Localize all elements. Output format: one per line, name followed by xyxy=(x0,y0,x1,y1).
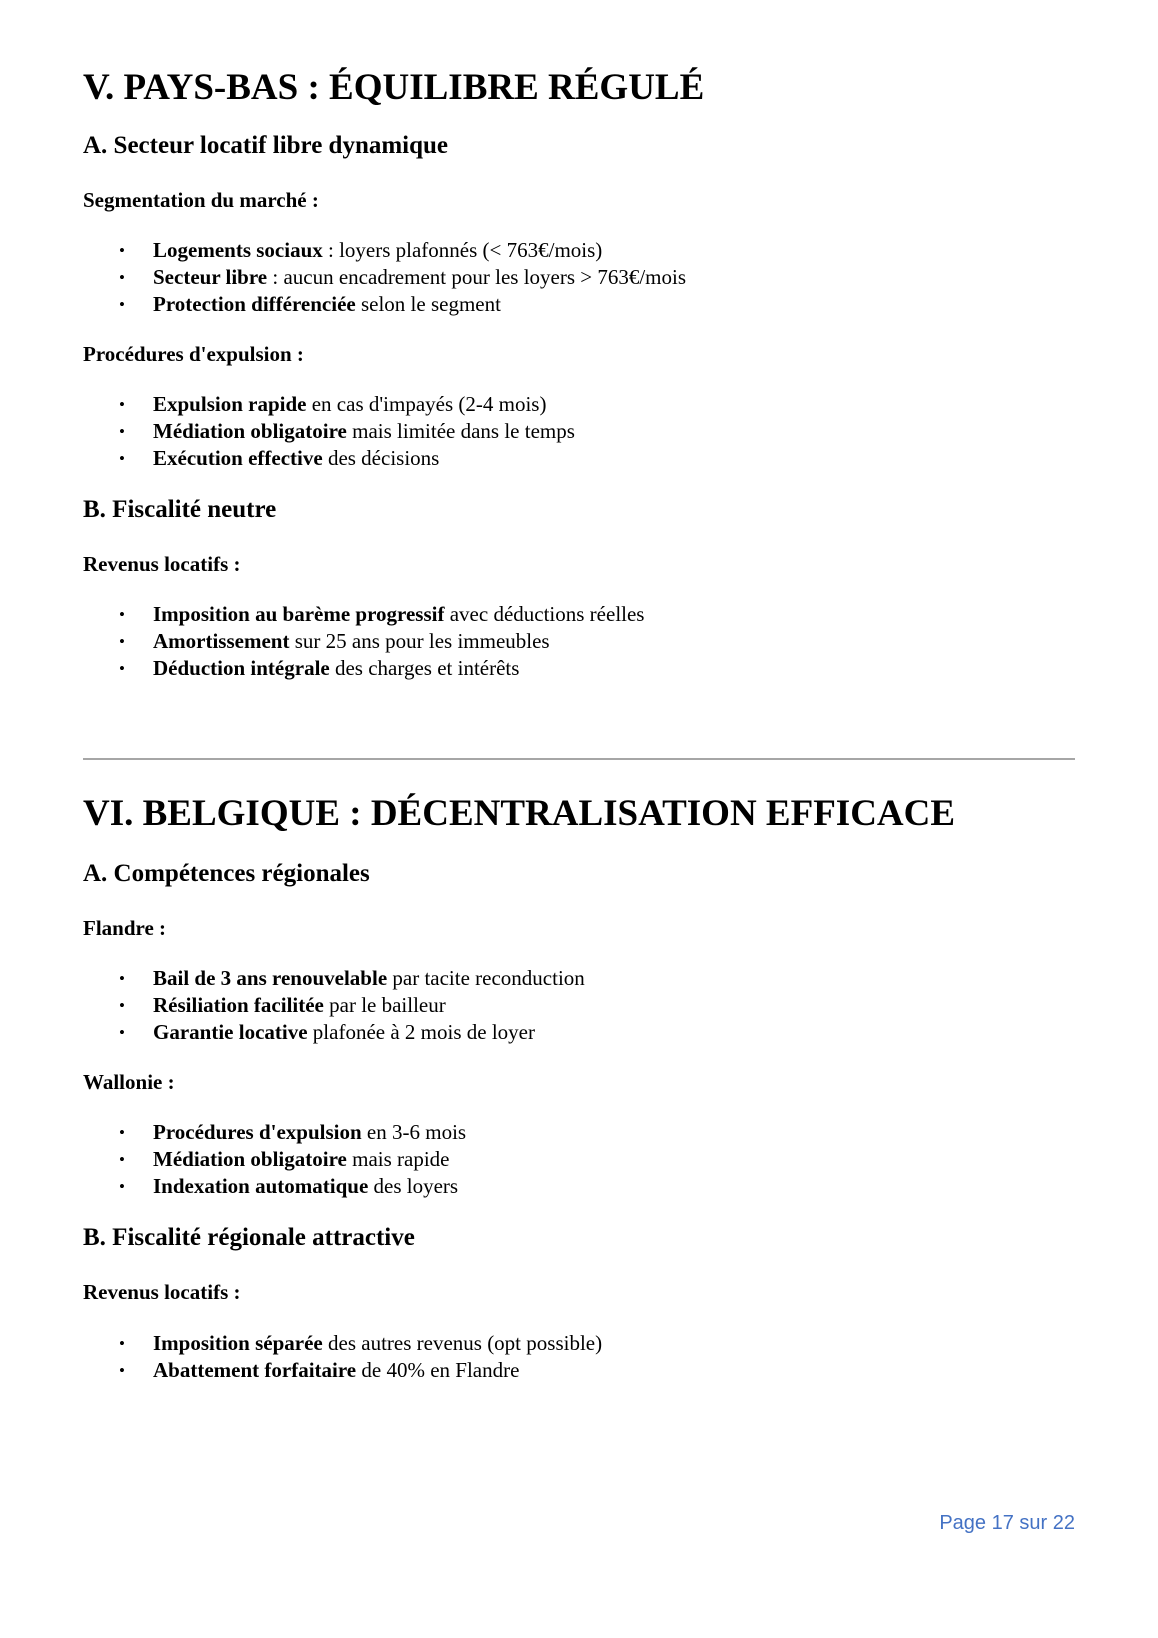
list-segmentation xyxy=(83,237,1075,318)
list-wallonie xyxy=(83,1119,1075,1200)
bullet-icon: • xyxy=(119,1361,125,1380)
list-item: • Abattement forfaitaire de 40% en Flandre xyxy=(119,1358,520,1382)
group-label-segmentation: Segmentation du marché : xyxy=(83,188,319,212)
list-item: • Bail de 3 ans renouvelable par tacite reconduction xyxy=(119,966,585,990)
list-revenus-locatifs-belgique xyxy=(83,1330,1075,1384)
subsection-title-competences: A. Compétences régionales xyxy=(83,860,370,887)
list-item: • Procédures d'expulsion en 3-6 mois xyxy=(119,1120,467,1144)
list-item: • Garantie locative plafonée à 2 mois de loyer xyxy=(119,1020,535,1044)
group-label-revenus-locatifs: Revenus locatifs : xyxy=(83,1280,241,1304)
bullet-icon: • xyxy=(119,1123,125,1142)
group-label-expulsion: Procédures d'expulsion : xyxy=(83,342,304,366)
list-expulsion xyxy=(83,391,1075,472)
subsection-title-fiscalite-regionale: B. Fiscalité régionale attractive xyxy=(83,1224,415,1251)
list-revenus-locatifs xyxy=(83,601,1075,682)
subsection-title-secteur-locatif: A. Secteur locatif libre dynamique xyxy=(83,132,449,159)
bullet-icon: • xyxy=(119,395,125,414)
bullet-icon: • xyxy=(119,996,125,1015)
bullet-icon: • xyxy=(119,295,125,314)
bullet-icon: • xyxy=(119,422,125,441)
bullet-icon: • xyxy=(119,1023,125,1042)
bullet-icon: • xyxy=(119,632,125,651)
group-label-revenus-locatifs: Revenus locatifs : xyxy=(83,552,241,576)
bullet-icon: • xyxy=(119,1334,125,1353)
bullet-icon: • xyxy=(119,1150,125,1169)
bullet-icon: • xyxy=(119,1177,125,1196)
bullet-icon: • xyxy=(119,969,125,988)
list-item: • Amortissement sur 25 ans pour les immeubles xyxy=(119,629,550,653)
bullet-icon: • xyxy=(119,659,125,678)
list-item: • Indexation automatique des loyers xyxy=(119,1174,459,1198)
subsection-title-fiscalite-neutre: B. Fiscalité neutre xyxy=(83,496,277,523)
bullet-icon: • xyxy=(119,268,125,287)
list-item: • Déduction intégrale des charges et intérêts xyxy=(119,656,520,680)
list-item: • Médiation obligatoire mais rapide xyxy=(119,1147,450,1171)
bullet-icon: • xyxy=(119,449,125,468)
list-item: • Médiation obligatoire mais limitée dans le temps xyxy=(119,419,575,443)
group-label-wallonie: Wallonie : xyxy=(83,1070,175,1094)
list-item: • Imposition séparée des autres revenus (opt possible) xyxy=(119,1331,603,1355)
list-item: • Exécution effective des décisions xyxy=(119,446,440,470)
document-page xyxy=(83,0,1075,1638)
list-item: • Protection différenciée selon le segment xyxy=(119,292,501,316)
page-number: Page 17 sur 22 xyxy=(939,1512,1075,1534)
list-flandre xyxy=(83,965,1075,1046)
list-item: • Expulsion rapide en cas d'impayés (2-4 mois) xyxy=(119,392,547,416)
section-title-pays-bas: V. PAYS-BAS : ÉQUILIBRE RÉGULÉ xyxy=(83,67,705,108)
section-title-belgique: VI. BELGIQUE : DÉCENTRALISATION EFFICACE xyxy=(83,793,956,834)
list-item: • Imposition au barème progressif avec déductions réelles xyxy=(119,602,645,626)
horizontal-divider xyxy=(83,758,1075,760)
bullet-icon: • xyxy=(119,605,125,624)
list-item: • Secteur libre : aucun encadrement pour les loyers > 763€/mois xyxy=(119,265,687,289)
group-label-flandre: Flandre : xyxy=(83,916,167,940)
list-item: • Résiliation facilitée par le bailleur xyxy=(119,993,446,1017)
list-item: • Logements sociaux : loyers plafonnés (< 763€/mois) xyxy=(119,238,603,262)
bullet-icon: • xyxy=(119,241,125,260)
